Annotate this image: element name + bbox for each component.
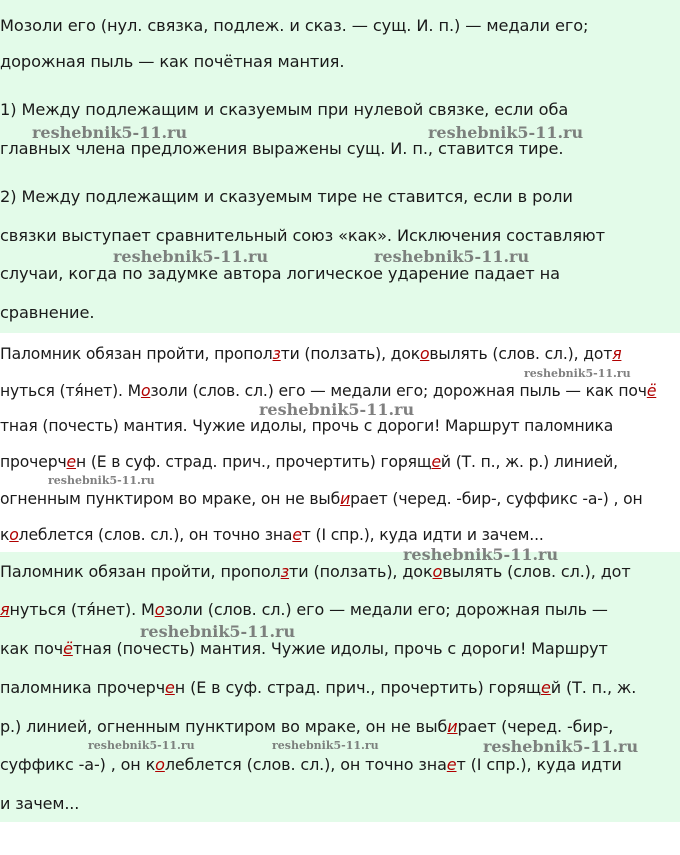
answer-block-repeat	[0, 545, 680, 822]
answer-line: колеблется (слов. сл.), он точно знает (I спр.), куда идти и зачем...	[0, 526, 544, 544]
explanation-line: сравнение.	[0, 303, 95, 322]
answer-line: прочерчен (Е в суф. страд. прич., прочертить) горящей (Т. п., ж. р.) линией,	[0, 453, 618, 471]
watermark: reshebnik5-11.ru	[259, 400, 415, 419]
answer-line: суффикс -а-) , он колеблется (слов. сл.), он точно знает (I спр.), куда идти	[0, 755, 622, 774]
answer-line: и зачем...	[0, 794, 80, 813]
watermark: reshebnik5-11.ru	[403, 545, 559, 564]
watermark: reshebnik5-11.ru	[483, 737, 639, 756]
watermark: reshebnik5-11.ru	[374, 247, 530, 266]
answer-line: Паломник обязан пройти, проползти (ползать), доковылять (слов. сл.), дот	[0, 562, 631, 581]
answer-line: как почётная (почесть) мантия. Чужие идолы, прочь с дороги! Маршрут	[0, 639, 608, 658]
explanation-line: главных члена предложения выражены сущ. И. п., ставится тире.	[0, 139, 564, 158]
explanation-line: Мозоли его (нул. связка, подлеж. и сказ. — сущ. И. п.) — медали его;	[0, 16, 589, 35]
answer-line: паломника прочерчен (Е в суф. страд. прич., прочертить) горящей (Т. п., ж.	[0, 678, 637, 697]
watermark: reshebnik5-11.ru	[428, 123, 584, 142]
explanation-line: 1) Между подлежащим и сказуемым при нулевой связке, если оба	[0, 100, 569, 119]
watermark: reshebnik5-11.ru	[272, 739, 379, 752]
explanation-line: связки выступает сравнительный союз «как». Исключения составляют	[0, 226, 605, 245]
watermark: reshebnik5-11.ru	[113, 247, 269, 266]
explanation-line: 2) Между подлежащим и сказуемым тире не ставится, если в роли	[0, 187, 573, 206]
answer-line: тная (почесть) мантия. Чужие идолы, прочь с дороги! Маршрут паломника	[0, 417, 614, 435]
watermark: reshebnik5-11.ru	[32, 123, 188, 142]
answer-line: нуться (тя́нет). Мозоли (слов. сл.) его — медали его; дорожная пыль — как почё	[0, 382, 657, 400]
watermark: reshebnik5-11.ru	[48, 474, 155, 487]
watermark: reshebnik5-11.ru	[524, 367, 631, 380]
explanation-line: дорожная пыль — как почётная мантия.	[0, 52, 345, 71]
explanation-line: случаи, когда по задумке автора логическое ударение падает на	[0, 264, 560, 283]
answer-block	[0, 333, 680, 552]
answer-line: огненным пунктиром во мраке, он не выбирает (черед. -бир-, суффикс -а-) , он	[0, 490, 643, 508]
answer-line: януться (тя́нет). Мозоли (слов. сл.) его — медали его; дорожная пыль —	[0, 600, 608, 619]
watermark: reshebnik5-11.ru	[140, 622, 296, 641]
watermark: reshebnik5-11.ru	[88, 739, 195, 752]
explanation-block	[0, 0, 680, 333]
answer-line: Паломник обязан пройти, проползти (ползать), доковылять (слов. сл.), дотя	[0, 345, 622, 363]
answer-line: р.) линией, огненным пунктиром во мраке, он не выбирает (черед. -бир-,	[0, 717, 614, 736]
